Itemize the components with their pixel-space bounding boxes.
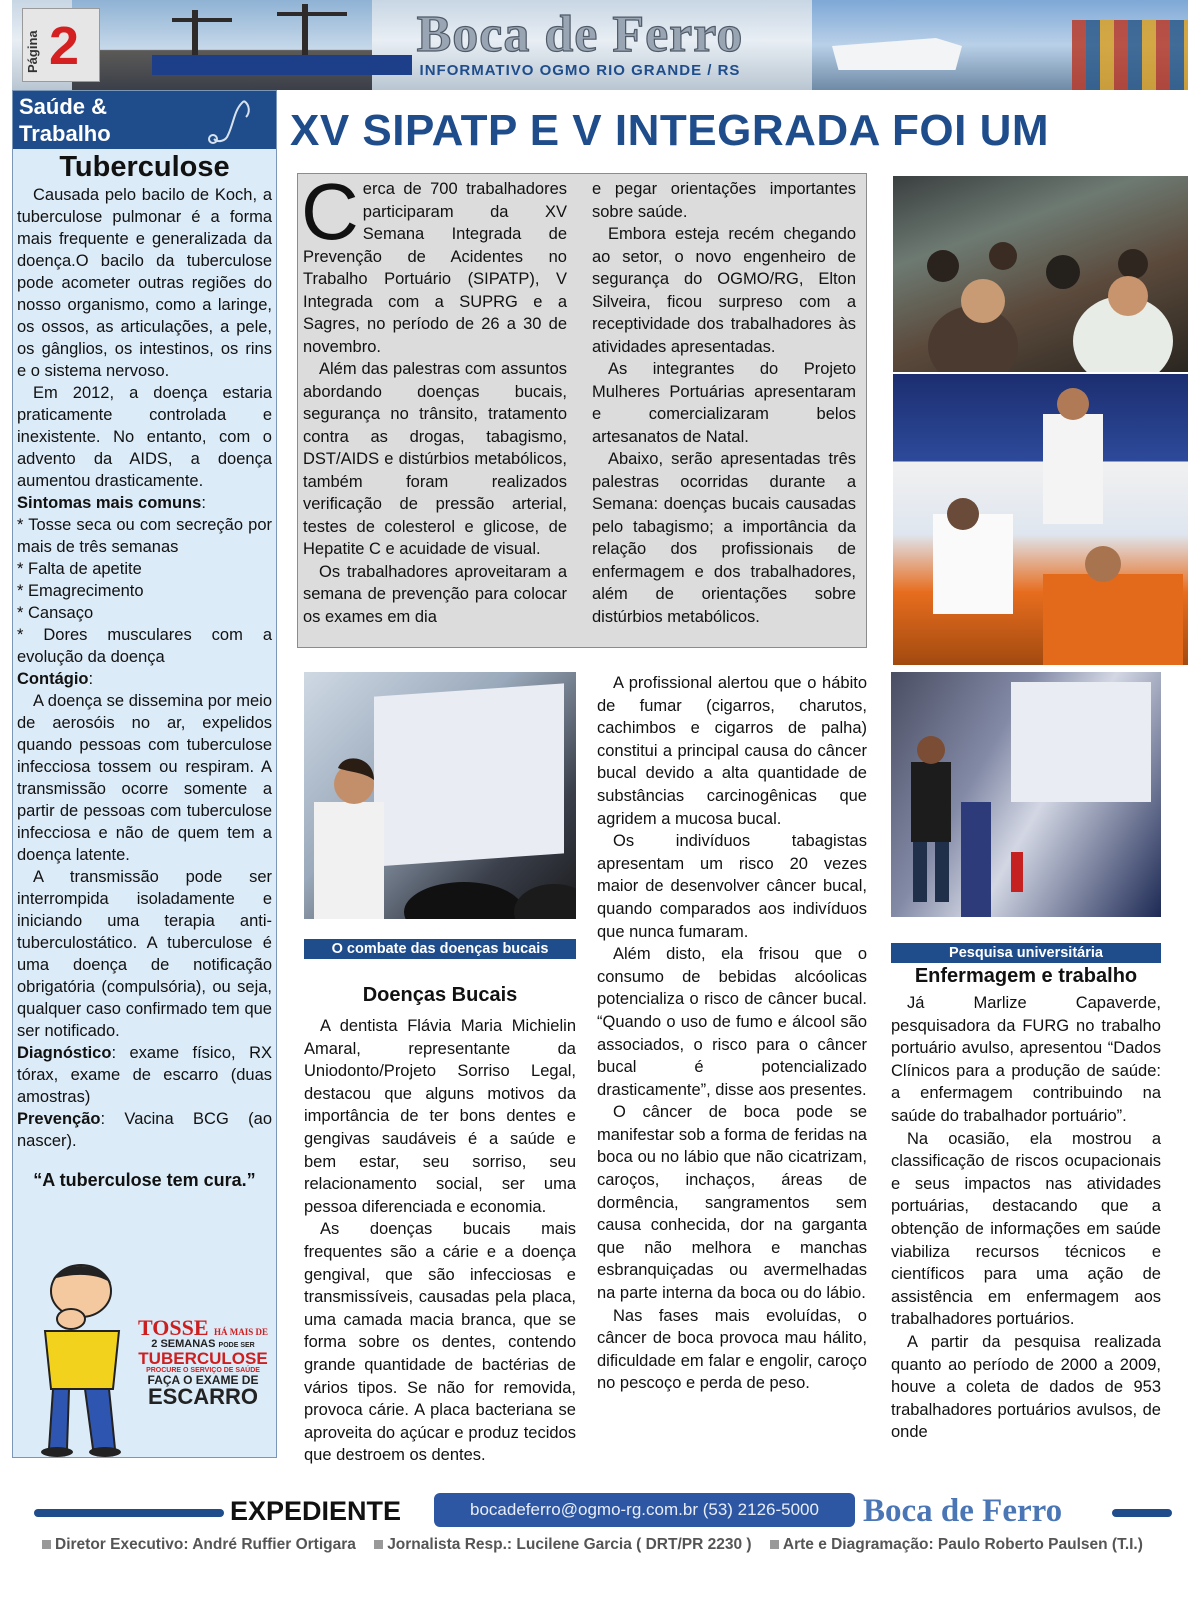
symptom-item: * Falta de apetite xyxy=(17,560,142,578)
tuberculose-word: TUBERCULOSE xyxy=(138,1349,268,1368)
tb-campaign-poster xyxy=(19,1261,271,1457)
two-weeks: 2 SEMANAS xyxy=(151,1338,216,1350)
pode-ser: PODE SER xyxy=(218,1342,255,1349)
newsletter-subtitle: INFORMATIVO OGMO RIO GRANDE / RS xyxy=(419,62,741,79)
intro-text: erca de 700 trabalhadores participaram da XV Semana Integrada de Prevenção de Acidentes no Trabalho Portuário (SIPATP), V Integrada com a SUPRG e a Sagres, no período de 26 a 30 de novembro. xyxy=(303,180,567,356)
section-label-line2: Trabalho xyxy=(19,121,111,146)
port-cranes-photo xyxy=(72,0,372,90)
contagion-heading: Contágio: xyxy=(17,670,94,688)
body-paragraph: A dentista Flávia Maria Michielin Amaral, representante da Uniodonto/Projeto Sorriso Legal, destacou que alguns motivos da importância de ter bons dentes e gengivas saudáveis é a saúde e bem estar, seu sorriso, seu relacionamento social, ser uma pessoa diferenciada e economia. xyxy=(304,1017,576,1216)
sidebar-body xyxy=(13,184,276,1152)
photo-caption: O combate das doenças bucais xyxy=(304,939,576,959)
intro-box xyxy=(297,167,867,648)
article-headline: XV SIPATP E V INTEGRADA FOI UM xyxy=(290,106,1050,155)
symptom-item: * Emagrecimento xyxy=(17,582,144,600)
section-title: Enfermagem e trabalho xyxy=(914,965,1138,987)
body-paragraph: Além disto, ela frisou que o consumo de bebidas alcóolicas potencializa o risco de câncer bucal. “Quando o uso de fumo e álcool são associados, o risco para o câncer bucal é potencializado drasticamente”, disse aos presentes. xyxy=(597,945,867,1099)
staff-credits xyxy=(42,1534,1182,1556)
coughing-man-illustration xyxy=(23,1261,133,1457)
body-paragraph: Na ocasião, ela mostrou a classificação de riscos ocupacionais e seus impactos nas atividades portuárias, destacando que a obtenção de informações em saúde viabiliza recursos técnicos e científicos para uma ação de assistência em enfermagem aos trabalhadores portuários. xyxy=(891,1129,1161,1329)
credit-item: Arte e Diagramação: Paulo Roberto Paulsen (T.I.) xyxy=(770,1536,1143,1553)
intro-paragraph: Abaixo, serão apresentadas três palestras ocorridas durante a Semana: doenças bucais causadas pelo tabagismo; a importância da relação dos profissionais de enfermagem e dos trabalhadores, além de orientações sobre distúrbios metabólicos. xyxy=(592,450,856,626)
intro-paragraph: Embora esteja recém chegando ao setor, o novo engenheiro de segurança do OGMO/RG, Elton Silveira, ficou surpreso com a receptividade dos trabalhadores às atividades apresentadas. xyxy=(592,225,856,356)
tosse-word: TOSSE xyxy=(137,1315,209,1340)
diagnosis-text: : exame físico, RX tórax, exame de escarro (duas amostras) xyxy=(17,1044,272,1106)
campaign-text xyxy=(135,1317,271,1408)
audience-silhouettes xyxy=(893,176,1188,372)
intro-column-a xyxy=(301,167,567,628)
oral-diseases-column xyxy=(304,981,576,1467)
ha-mais-de: HÁ MAIS DE xyxy=(214,1327,269,1337)
intro-paragraph: Além das palestras com assuntos abordando doenças bucais, segurança no trânsito, tratamento contra as drogas, tabagismo, DST/AIDS e distúrbios metabólicos, também foram realizados verificação de pressão arterial, testes de colesterol e glicose, de Hepatite C e acuidade de visual. xyxy=(303,360,567,558)
audience-photo xyxy=(893,176,1188,372)
intro-column-b xyxy=(592,178,856,628)
blood-pressure-photo xyxy=(893,374,1188,665)
body-paragraph: A partir da pesquisa realizada quanto ao período de 2000 a 2009, houve a coleta de dados de 953 trabalhadores portuários avulsos, de onde xyxy=(891,1332,1161,1442)
health-sidebar xyxy=(12,90,277,1458)
dentist-lecture-photo xyxy=(304,672,576,919)
contact-info: bocadeferro@ogmo-rg.com.br (53) 2126-5000 xyxy=(434,1493,855,1527)
drop-cap: C xyxy=(301,167,359,256)
body-paragraph: As doenças bucais mais frequentes são a cárie e a doença gengival, que são infecciosas e transmissíveis, causadas pela placa, uma camada macia branca, que se forma sobre os dentes, contendo grande quantidade de bactérias de vários tipos. Se não for removida, provoca cárie. A placa bacteriana se aproveita do açúcar e produz tecidos que destroem os dentes. xyxy=(304,1220,576,1465)
sidebar-section-header xyxy=(13,91,276,149)
faca-exame: FAÇA O EXAME DE xyxy=(147,1373,259,1387)
section-label-line1: Saúde & xyxy=(19,94,108,119)
expediente-footer xyxy=(12,1490,1188,1605)
nursing-column xyxy=(891,962,1161,1444)
body-paragraph: Já Marlize Capaverde, pesquisadora da FURG no trabalho portuário avulso, apresentou “Dados Clínicos para a produção de saúde: a enfermagem contribuindo na saúde do trabalhador portuário”. xyxy=(891,994,1161,1125)
symptoms-label: Sintomas mais comuns xyxy=(17,494,202,512)
presenter-figure xyxy=(891,672,1161,917)
containers-photo xyxy=(1072,20,1188,90)
page-number-tag xyxy=(22,8,100,82)
footer-divider xyxy=(1112,1509,1172,1517)
intro-paragraph: As integrantes do Projeto Mulheres Portuárias apresentaram e comercializaram belos artesanatos de Natal. xyxy=(592,360,856,446)
sidebar-paragraph: Causada pelo bacilo de Koch, a tuberculose pulmonar é a forma mais frequente e generalizada da doença.O bacilo da tuberculose pode acometer outras regiões do nosso organismo, como a laringe, os ossos, as articulações, a pele, os gânglios, os intestinos, os rins e o sistema nervoso. xyxy=(17,186,272,380)
prevention-line xyxy=(17,1108,272,1152)
page-number: 2 xyxy=(49,16,80,76)
campaign-line xyxy=(135,1317,271,1339)
intro-paragraph xyxy=(301,167,567,358)
section-title: Doenças Bucais xyxy=(362,984,518,1006)
prevention-text: : Vacina BCG (ao nascer). xyxy=(17,1110,272,1150)
symptom-item: * Tosse seca ou com secreção por mais de três semanas xyxy=(17,516,272,556)
newsletter-title: Boca de Ferro xyxy=(416,6,744,63)
page-word: Página xyxy=(25,30,40,73)
sidebar-paragraph: A doença se dissemina por meio de aerosóis no ar, expelidos quando pessoas com tuberculose infecciosa tossem ou respiram. A transmissão ocorre somente a partir de pessoas com tuberculose infecciosa e não de quem tem a doença latente. xyxy=(17,692,272,864)
expediente-label: EXPEDIENTE xyxy=(230,1496,402,1526)
sidebar-paragraph: Em 2012, a doença estaria praticamente controlada e inexistente. No entanto, com o advento da AIDS, a doença aumentou drasticamente. xyxy=(17,384,272,490)
escarro-word: ESCARRO xyxy=(147,1384,258,1409)
nurse-scene xyxy=(893,374,1188,665)
symptom-item: * Cansaço xyxy=(17,604,94,622)
footer-brand: Boca de Ferro xyxy=(863,1493,1063,1529)
photo-caption: Pesquisa universitária xyxy=(891,943,1161,963)
symptoms-heading: Sintomas mais comuns: xyxy=(17,494,206,512)
sidebar-title: Tuberculose xyxy=(59,151,230,183)
diagnosis-label: Diagnóstico xyxy=(17,1044,112,1062)
body-paragraph: Os indivíduos tabagistas apresentam um risco 20 vezes maior de desenvolver câncer bucal, quando comparados aos indivíduos que nunca fumaram. xyxy=(597,832,867,941)
procure-servico: PROCURE O SERVIÇO DE SAÚDE xyxy=(146,1367,260,1374)
middle-column xyxy=(597,672,867,1395)
symptom-item: * Dores musculares com a evolução da doença xyxy=(17,626,272,666)
intro-paragraph: Os trabalhadores aproveitaram a semana de prevenção para colocar os exames em dia xyxy=(303,562,567,626)
diagnosis-line xyxy=(17,1042,272,1108)
intro-paragraph: e pegar orientações importantes sobre saúde. xyxy=(592,180,856,221)
body-paragraph: A profissional alertou que o hábito de fumar (cigarros, charutos, cachimbos e cigarros de palha) constitui a principal causa do câncer bucal devido a alta quantidade de substâncias carcinogênicas que agridem a mucosa bucal. xyxy=(597,674,867,828)
credit-item: Diretor Executivo: André Ruffier Ortigara xyxy=(42,1536,356,1553)
sidebar-quote: “A tuberculose tem cura.” xyxy=(33,1170,256,1190)
body-paragraph: O câncer de boca pode se manifestar sob a forma de feridas na boca ou no lábio que não cicatrizam, caroços, inchaços, áreas de dormência, sangramentos sem causa conhecida, dor na garganta que não melhora e manchas esbranquiçadas ou avermelhadas na parte interna da boca ou do lábio. xyxy=(597,1103,867,1303)
prevention-label: Prevenção xyxy=(17,1110,101,1128)
sidebar-paragraph: A transmissão pode ser interrompida isoladamente e iniciando uma terapia anti-tuberculostático. A tuberculose é uma doença de notificação obrigatória (compulsória), ou seja, qualquer caso confirmado tem que ser notificado. xyxy=(17,868,272,1040)
research-presentation-photo xyxy=(891,672,1161,917)
credit-item: Jornalista Resp.: Lucilene Garcia ( DRT/PR 2230 ) xyxy=(374,1536,751,1553)
contagion-label: Contágio xyxy=(17,670,89,688)
footer-divider xyxy=(34,1509,224,1517)
body-paragraph: Nas fases mais evoluídas, o câncer de boca provoca mau hálito, dificuldade em falar e engolir, caroço no pescoço e perda de peso. xyxy=(597,1306,867,1393)
dentist-figure xyxy=(304,672,576,919)
stethoscope-icon xyxy=(204,95,256,147)
